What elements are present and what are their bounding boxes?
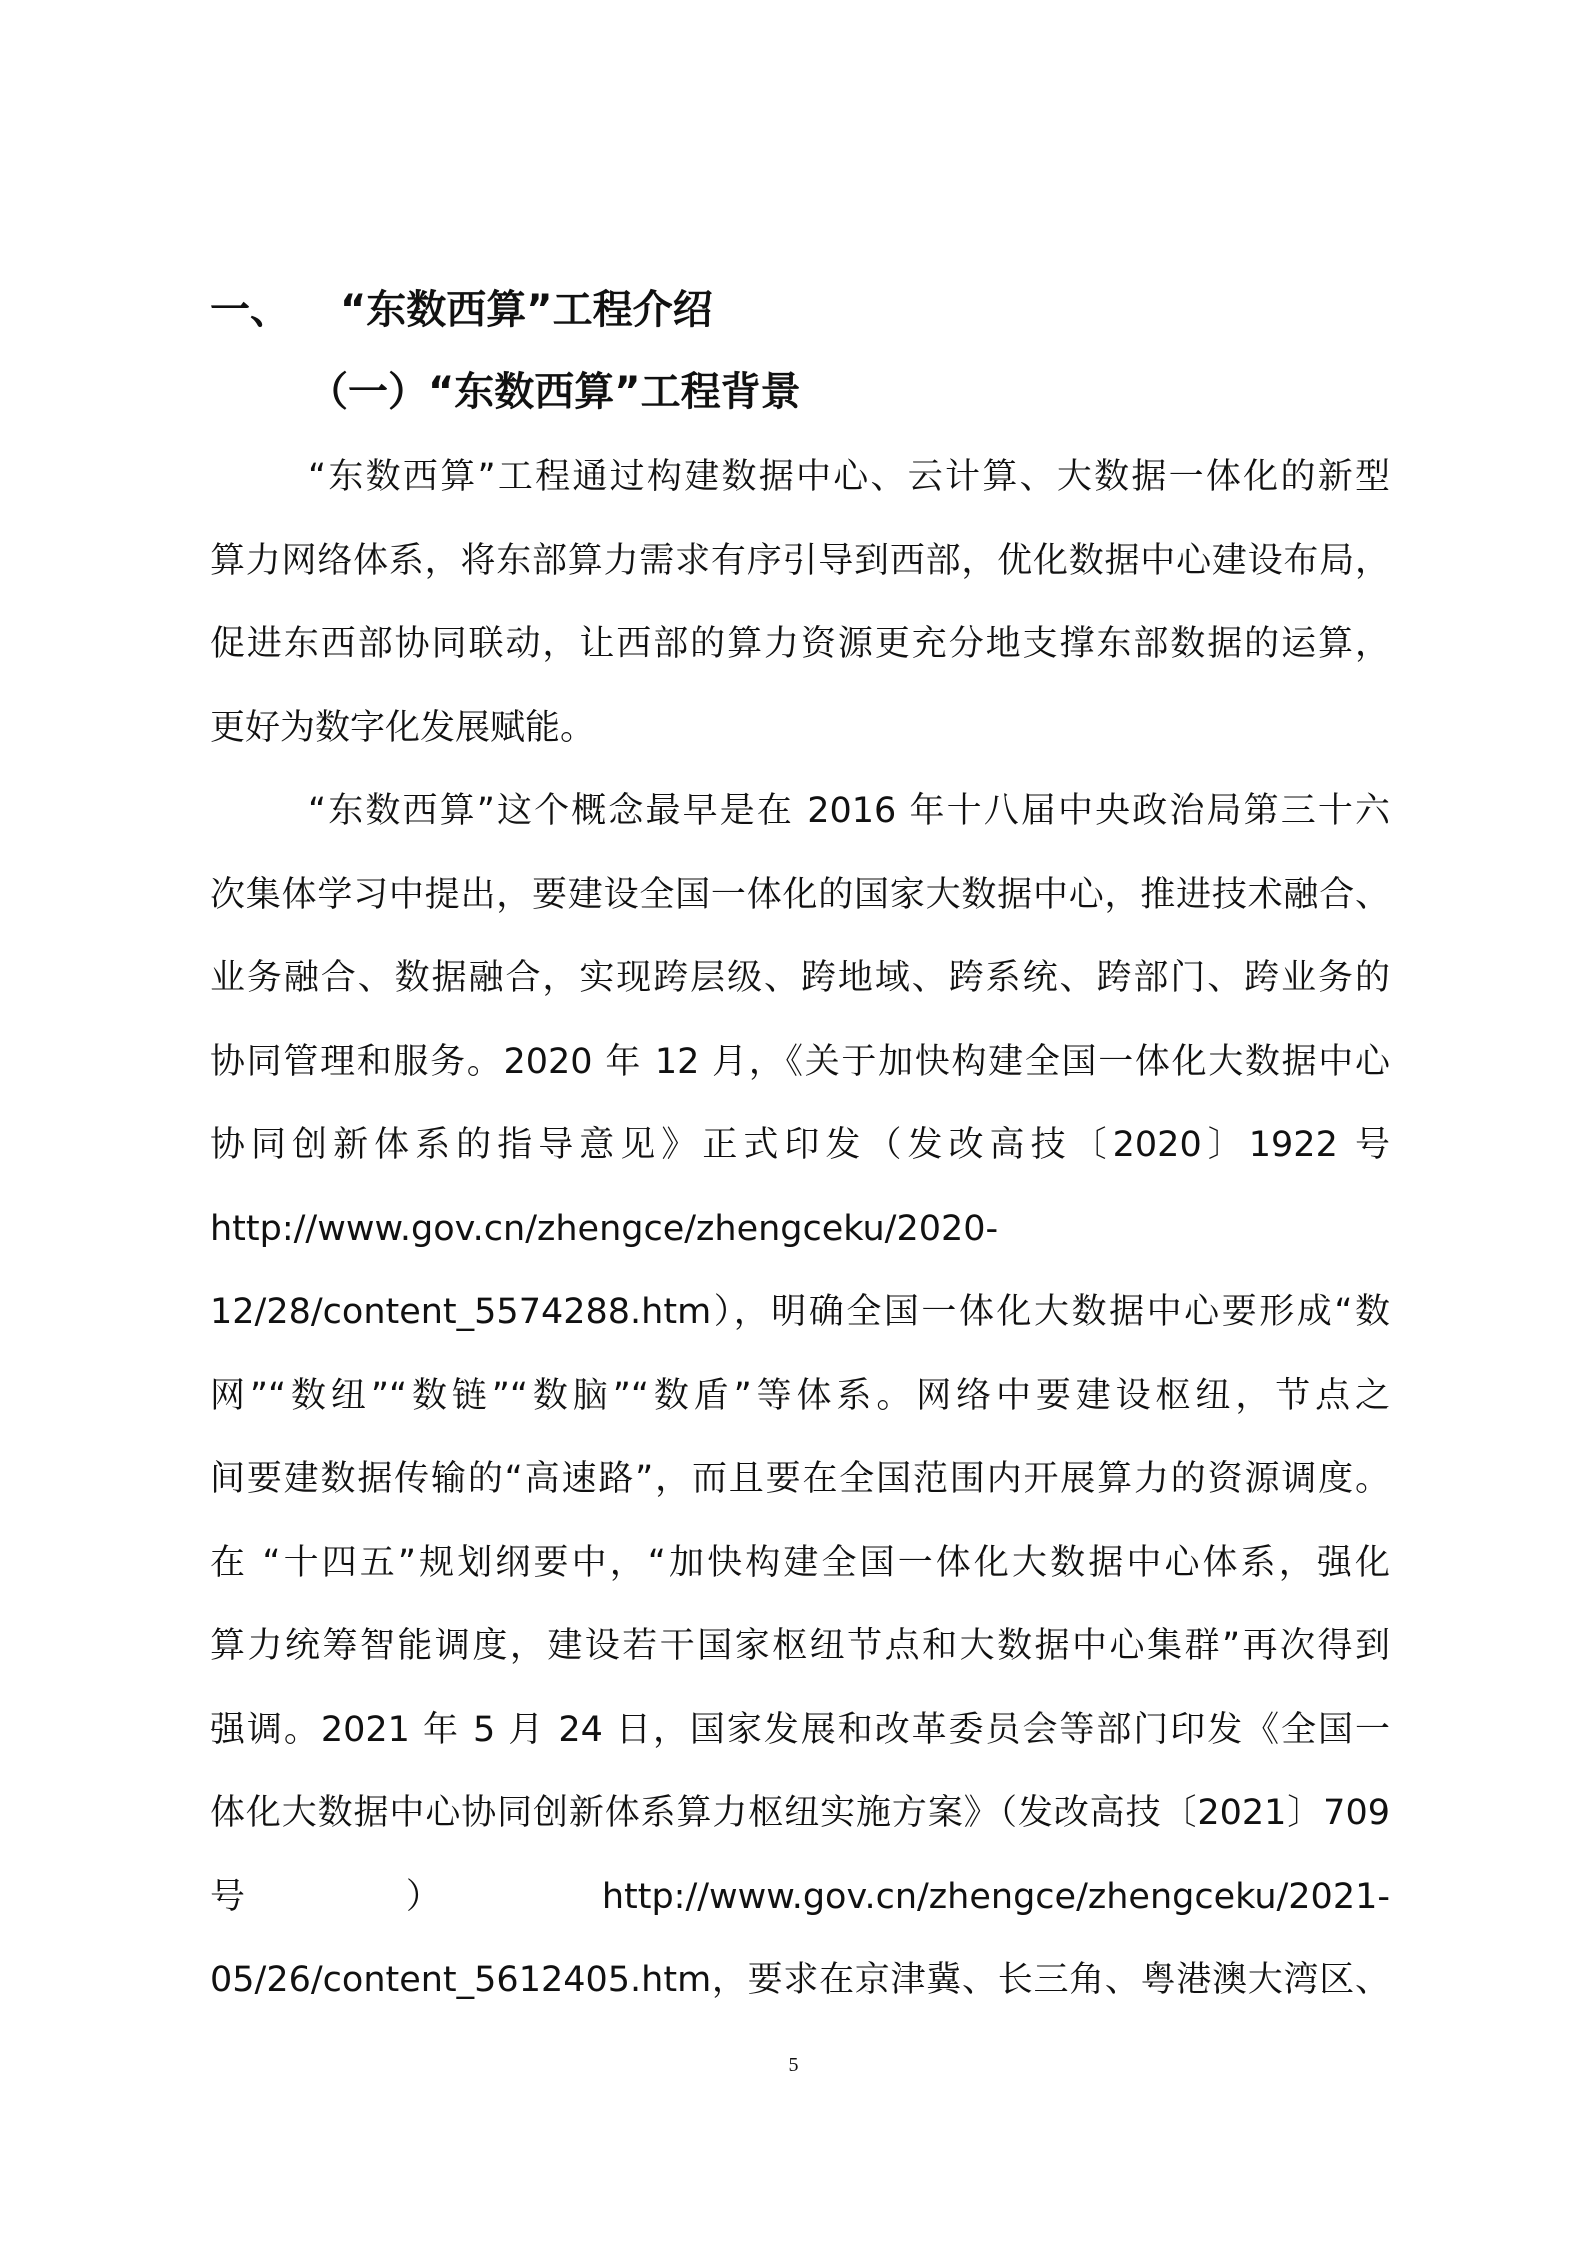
paragraph-line: 在 “十四五”规划纲要中，“加快构建全国一体化大数据中心体系，强化 bbox=[210, 1542, 1390, 1583]
paragraph-line: 网”“数纽”“数链”“数脑”“数盾”等体系。网络中要建设枢纽，节点之 bbox=[210, 1375, 1390, 1416]
paragraph-line: 间要建数据传输的“高速路”，而且要在全国范围内开展算力的资源调度。 bbox=[210, 1459, 1390, 1499]
paragraph-2 bbox=[210, 770, 1390, 2023]
paragraph-line: “东数西算”这个概念最早是在 2016 年十八届中央政治局第三十六 bbox=[308, 791, 1390, 831]
subsection-heading: （一）“东数西算”工程背景 bbox=[308, 369, 801, 415]
paragraph-line: “东数西算”工程通过构建数据中心、云计算、大数据一体化的新型 bbox=[308, 457, 1390, 497]
paragraph-line: 算力统筹智能调度，建设若干国家枢纽节点和大数据中心集群”再次得到 bbox=[210, 1626, 1390, 1666]
url-line: http://www.gov.cn/zhengce/zhengceku/2020- bbox=[210, 1208, 999, 1249]
paragraph-1 bbox=[210, 436, 1390, 770]
paragraph-line: 更好为数字化发展赋能。 bbox=[210, 707, 596, 748]
section-title: “东数西算”工程介绍 bbox=[340, 287, 713, 333]
paragraph-line: 促进东西部协同联动，让西部的算力资源更充分地支撑东部数据的运算， bbox=[210, 624, 1390, 664]
section-number: 一、 bbox=[210, 287, 290, 333]
paragraph-line: 05/26/content_5612405.htm，要求在京津冀、长三角、粤港澳大湾区、 bbox=[210, 1960, 1390, 2000]
paragraph-line: 强调。2021 年 5 月 24 日，国家发展和改革委员会等部门印发《全国一 bbox=[210, 1709, 1390, 1750]
paragraph-line: 协同管理和服务。2020 年 12 月，《关于加快构建全国一体化大数据中心 bbox=[210, 1041, 1390, 1082]
page-number: 5 bbox=[788, 2054, 799, 2076]
paragraph-line: 12/28/content_5574288.htm），明确全国一体化大数据中心要形成“数 bbox=[210, 1292, 1390, 1332]
paragraph-line: 协同创新体系的指导意见》正式印发（发改高技〔2020〕1922 号 bbox=[210, 1125, 1390, 1165]
url-line: 号 ） http://www.gov.cn/zhengce/zhengceku/2021- bbox=[210, 1876, 1390, 1917]
section-heading bbox=[210, 280, 713, 340]
paragraph-line: 次集体学习中提出，要建设全国一体化的国家大数据中心，推进技术融合、 bbox=[210, 874, 1390, 915]
paragraph-line: 业务融合、数据融合，实现跨层级、跨地域、跨系统、跨部门、跨业务的 bbox=[210, 958, 1390, 998]
paragraph-line: 体化大数据中心协同创新体系算力枢纽实施方案》（发改高技〔2021〕709 bbox=[210, 1793, 1390, 1833]
paragraph-line: 算力网络体系，将东部算力需求有序引导到西部，优化数据中心建设布局， bbox=[210, 540, 1390, 581]
